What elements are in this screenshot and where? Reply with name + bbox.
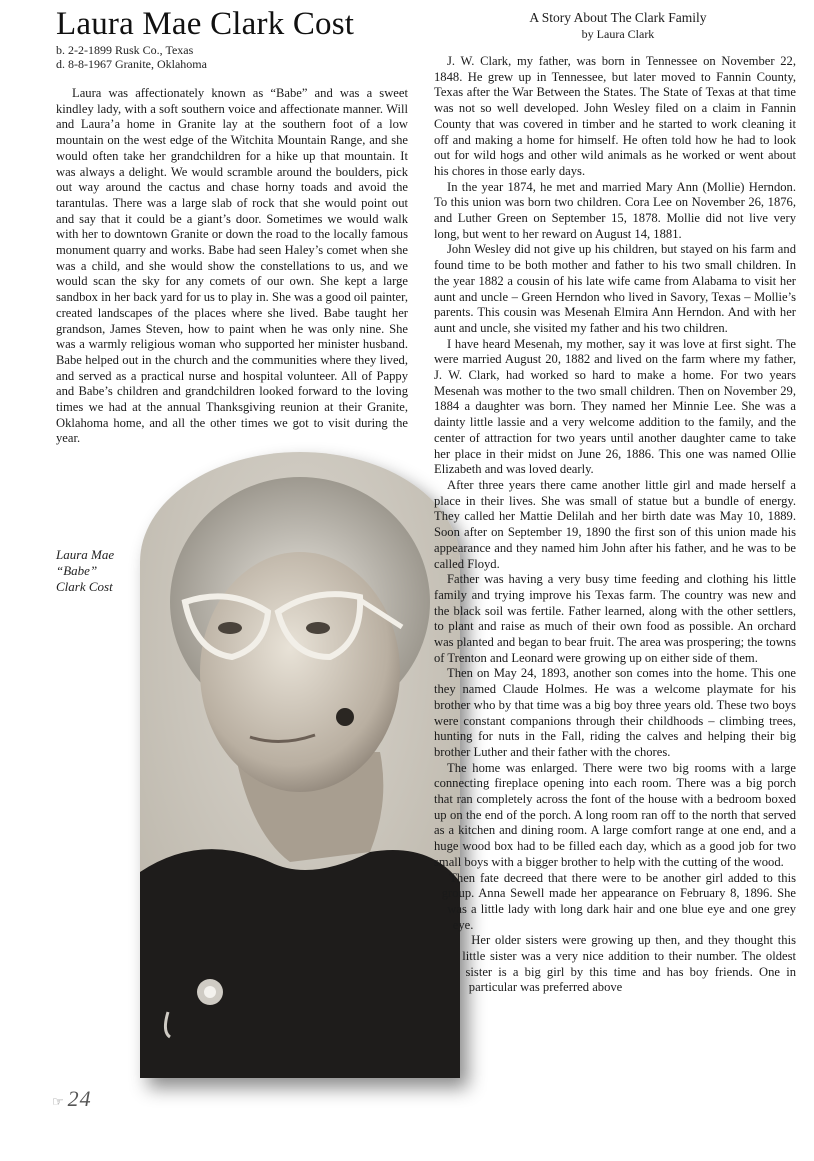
caption-line: “Babe” <box>56 563 98 578</box>
intro-paragraph: Laura was affectionately known as “Babe” and was a sweet kindley lady, with a soft southern voice and affectionate manner. Will and Laura’a home in Granite lay at the southern foot of a low mountain on the west edge of the Witchita Mountain Range, and she would often take her grandchildren for a hike up that mountain. It was always a delight. We would scramble around the boulders, pick out way around the cactus and chase horny toads and avoid the tarantulas. There was a large slab of rock that she would point out and say that it could be a giant’s door. Sometimes we would walk with her to downtown Granite or down the road to the locally famous monument quarry and works. Babe had seen Haley’s comet when she was a child, and she would show the constellations to us, and we would scan the sky for any comets of our own. She kept a large sandbox in her back yard for us to play in. She was a good oil painter, created landscapes of the places where she lived. Babe taught her grandson, James Steven, how to paint when he was only nine. She was a warmly religious woman who supported her minister husband. Babe helped out in the church and the communities where they lived, and served as a practical nurse and hospital volunteer. All of Pappy and Babe’s children and grandchildren looked forward to the loving times we had at the annual Thanksgiving reunion at their Granite, Oklahoma home, and all the other times we got to visit during the year. <box>56 86 408 446</box>
page-footer <box>52 1086 92 1112</box>
story-paragraph: In the year 1874, he met and married Mary Ann (Mollie) Herndon. To this union was born two children. Cora Lee on November 26, 1876, and Luther Green on September 15, 1878. Mollie did not live very long, but went to her reward on August 14, 1881. <box>434 179 796 241</box>
layout-spacer <box>0 54 474 1094</box>
story-paragraph: I have heard Mesenah, my mother, say it was love at first sight. The were married August 20, 1882 and lived on the farm where my father, J. W. Clark, had worked so hard to make a home. For two years Mesenah was mother to the two small children. Then on November 29, 1884 a daughter was born. They named her Minnie Lee. She was a dainty little lassie and a very welcome addition to the family, and the center of attraction for two years until another daughter came to take her place in their midst on June 26, 1886. This one was named Ollie Elizabeth and was loved dearly. <box>434 336 796 477</box>
page-number: 24 <box>67 1086 92 1111</box>
birth-info: b. 2-2-1899 Rusk Co., Texas <box>56 43 194 57</box>
story-paragraph: After three years there came another little girl and made herself a place in their lives. She was small of statue but a bundle of energy. They called her Mattie Delilah and her birth date was May 10, 1889. Soon after on September 19, 1890 the first son of this union made his appearance and they named him John after his father, and he was to be called Floyd. <box>434 477 796 571</box>
page-title: Laura Mae Clark Cost <box>56 6 355 42</box>
story-paragraph: Then on May 24, 1893, another son comes into the home. This one they named Claude Holmes. He was a welcome playmate for his brother who by that time was a big boy three years old. These two boys were constant companions through their childhoods – climbing trees, hunting for nuts in the Fall, riding the calves and helping their big brother Luther and their father with the chores. <box>434 666 796 759</box>
caption-line: Clark Cost <box>56 579 113 594</box>
story-paragraph: Then fate decreed that there were to be another girl added to this group. Anna Sewell made her appearance on February 8, 1896. She was a little lady with long dark hair and one blue eye and one grey eye. <box>441 870 796 932</box>
hand-pointer-icon: ☞ <box>52 1094 64 1109</box>
story-paragraph: John Wesley did not give up his children, but stayed on his farm and found time to be both mother and father to his two small children. In the year 1882 a cousin of his late wife came from Alabama to visit her aunt and uncle – Green Herndon who lived in Savory, Texas – Mollie’s parents. This cousin was Mesenah Elmira Ann Herndon. And with her aunt and uncle, she visited my father and his two children. <box>434 242 796 335</box>
story-paragraph: The home was enlarged. There were two big rooms with a large connecting fireplace opening into each room. There was a big porch that ran completely across the font of the house with a bedroom boxed up on the end of the porch. A long room ran off to the north that served as a kitchen and dining room. A large comfort range at one end, and a huge wood box had to be filled each day, which as a good job for two small boys with a bigger brother to help with the cutting of the wood. <box>434 760 796 869</box>
caption-line: Laura Mae <box>56 547 115 562</box>
story-paragraph: J. W. Clark, my father, was born in Tennessee on November 22, 1848. He grew up in Tennessee, but later moved to Fannin County, Texas after the War Between the States. The State of Texas at that time was not so well developed. John Wesley filed on a claim in Fannin County that was covered in timber and he started to work cleaning it off and making a home for himself. He often told how he had to look out for wild hogs and other wild animals as he worked or went about his chores in those early days. <box>434 54 796 178</box>
death-info: d. 8-8-1967 Granite, Oklahoma <box>56 57 207 71</box>
story-paragraph: Her older sisters were growing up then, and they thought this little sister was a very nice addition to their number. The oldest sister is a big girl by this time and has boy friends. One in particular was preferred above <box>462 933 796 995</box>
story-title: A Story About The Clark Family <box>529 10 707 25</box>
story-paragraph: Father was having a very busy time feeding and clothing his little family and trying improve his Texas farm. The country was new and the black soil was fertile. Father learned, along with the other settlers, to plant and raise as much of their own food as possible. An orchard was planted and began to bear fruit. The area was prospering; the towns of Trenton and Leonard were growing up on either side of them. <box>434 572 796 665</box>
story-body <box>0 54 814 1094</box>
story-byline: by Laura Clark <box>581 27 655 41</box>
